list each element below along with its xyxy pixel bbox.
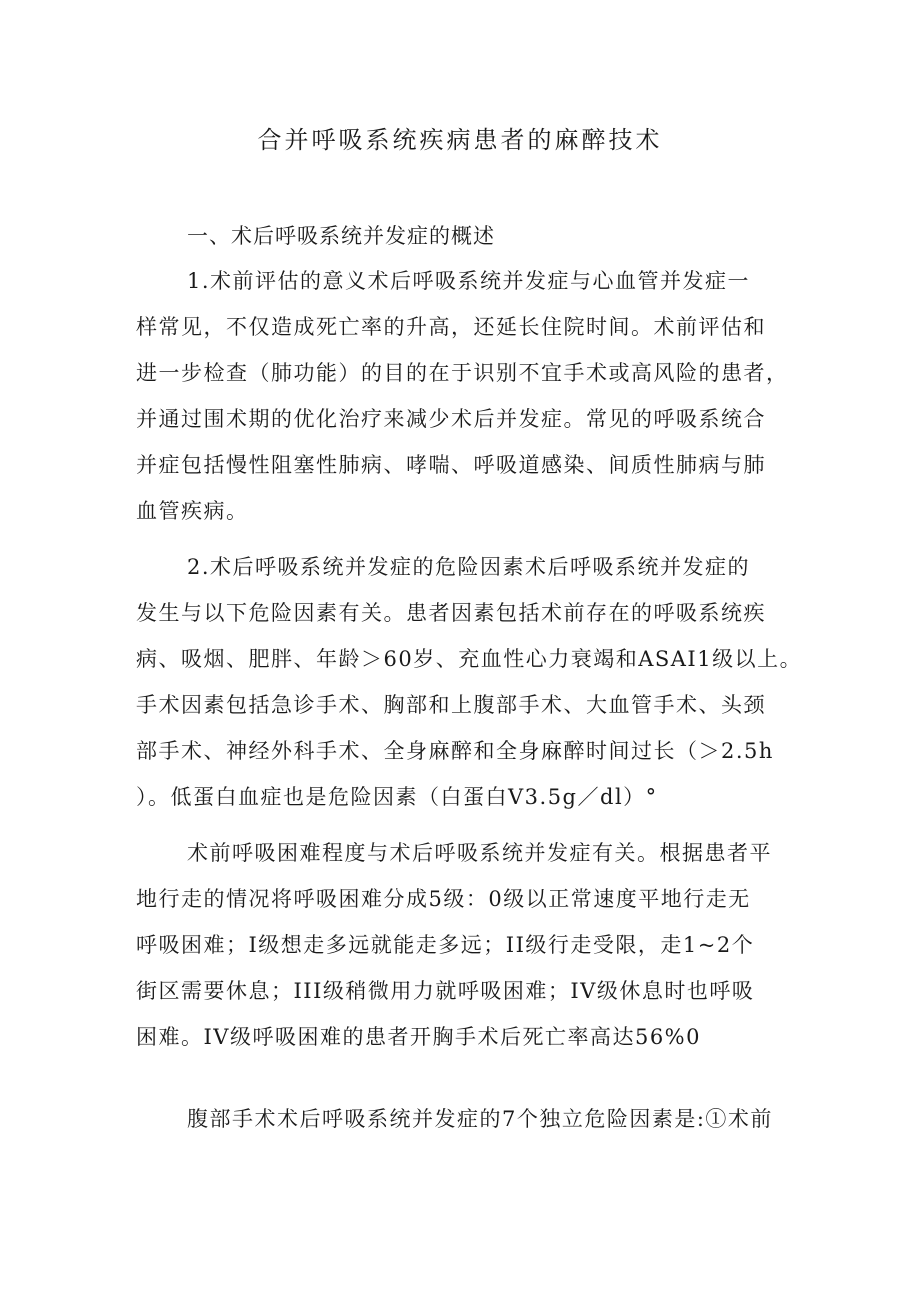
paragraph-line: 2.术后呼吸系统并发症的危险因素术后呼吸系统并发症的 <box>187 555 751 579</box>
paragraph-line: 并通过围术期的优化治疗来减少术后并发症。常见的呼吸系统合 <box>136 407 766 431</box>
paragraph-line: 术前呼吸困难程度与术后呼吸系统并发症有关。根据患者平 <box>187 841 772 865</box>
document-title: 合并呼吸系统疾病患者的麻醉技术 <box>257 126 663 154</box>
paragraph-line: 地行走的情况将呼吸困难分成5级：0级以正常速度平地行走无 <box>136 887 751 911</box>
paragraph-line: 并症包括慢性阻塞性肺病、哮喘、呼吸道感染、间质性肺病与肺 <box>136 453 766 477</box>
paragraph-line: 手术因素包括急诊手术、胸部和上腹部手术、大血管手术、头颈 <box>136 693 766 717</box>
paragraph-line: 病、吸烟、肥胖、年龄＞60岁、充血性心力衰竭和ASAI1级以上。 <box>136 647 803 671</box>
paragraph-preoperative-assessment <box>136 258 796 534</box>
paragraph-line: 呼吸困难；I级想走多远就能走多远；II级行走受限，走1~2个 <box>136 933 755 957</box>
paragraph-line: 困难。IV级呼吸困难的患者开胸手术后死亡率高达56%0 <box>136 1025 701 1049</box>
paragraph-risk-factors <box>136 544 803 820</box>
paragraph-line: 腹部手术术后呼吸系统并发症的7个独立危险因素是:①术前 <box>187 1107 773 1131</box>
paragraph-abdominal-surgery <box>136 1096 796 1142</box>
paragraph-line: 血管疾病。 <box>136 499 249 523</box>
paragraph-line: 样常见，不仅造成死亡率的升高，还延长住院时间。术前评估和 <box>136 315 766 339</box>
paragraph-line: 1.术前评估的意义术后呼吸系统并发症与心血管并发症一 <box>187 269 751 293</box>
paragraph-line: 进一步检查（肺功能）的目的在于识别不宜手术或高风险的患者， <box>136 361 789 385</box>
paragraph-line: ）。低蛋白血症也是危险因素（白蛋白V3.5g／dl）° <box>136 785 658 809</box>
section-heading: 一、术后呼吸系统并发症的概述 <box>187 224 495 248</box>
paragraph-dyspnea-grades <box>136 830 796 1060</box>
paragraph-line: 部手术、神经外科手术、全身麻醉和全身麻醉时间过长（＞2.5h <box>136 739 774 763</box>
paragraph-line: 街区需要休息；III级稍微用力就呼吸困难；IV级休息时也呼吸 <box>136 979 755 1003</box>
paragraph-line: 发生与以下危险因素有关。患者因素包括术前存在的呼吸系统疾 <box>136 601 766 625</box>
